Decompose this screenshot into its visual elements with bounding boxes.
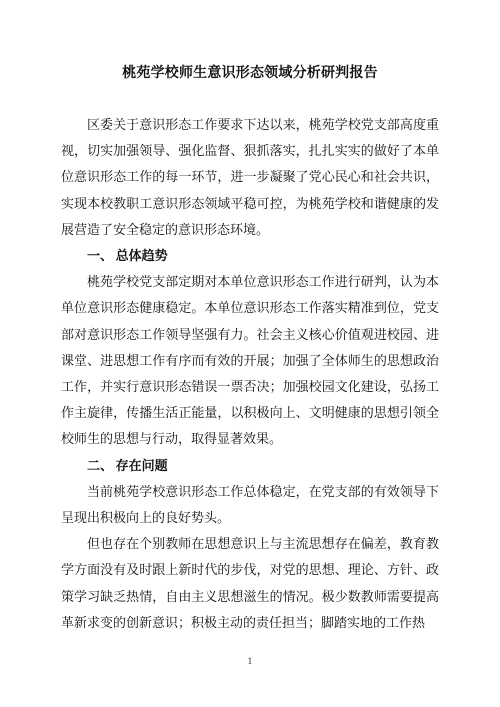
problems-paragraph-1: 当前桃苑学校意识形态工作总体稳定，在党支部的有效领导下呈现出积极向上的良好势头。: [61, 484, 439, 527]
intro-paragraph: 区委关于意识形态工作要求下达以来，桃苑学校党支部高度重视，切实加强领导、强化监督、狠抓落实，扎扎实实的做好了本单位意识形态工作的每一环节，进一步凝聚了党心民心和社会共识，实现本校教职工意识形态领域平稳可控，为桃苑学校和谐健康的发展营造了安全稳定的意识形态环境。: [61, 118, 439, 238]
document-title: 桃苑学校师生意识形态领域分析研判报告: [122, 65, 378, 81]
problems-paragraph-2: 但也存在个别教师在思想意识上与主流思想存在偏差，教育教学方面没有及时跟上新时代的步伐，对党的思想、理论、方针、政策学习缺乏热情，自由主义思想滋生的情况。极少数教师需要提高革新求变的创新意识；积极主动的责任担当；脚踏实地的工作热: [61, 537, 439, 631]
section-number: 二、: [87, 458, 114, 474]
section-number: 一、: [87, 249, 114, 265]
section-heading-problems: [61, 454, 439, 480]
section-title: 总体趋势: [115, 249, 168, 265]
section-heading-trend: [61, 244, 439, 270]
trend-paragraph: 桃苑学校党支部定期对本单位意识形态工作进行研判，认为本单位意识形态健康稳定。本单位意识形态工作落实精准到位，党支部对意识形态工作领导坚强有力。社会主义核心价值观进校园、进课堂、进思想工作有序而有效的开展；加强了全体师生的思想政治工作，并实行意识形态错误一票否决；加强校园文化建设，弘扬工作主旋律，传播生活正能量，以积极向上、文明健康的思想引领全校师生的思想与行动，取得显著效果。: [61, 275, 439, 448]
page-number: 1: [247, 657, 253, 666]
document-body: [61, 113, 439, 637]
section-title: 存在问题: [115, 458, 168, 474]
